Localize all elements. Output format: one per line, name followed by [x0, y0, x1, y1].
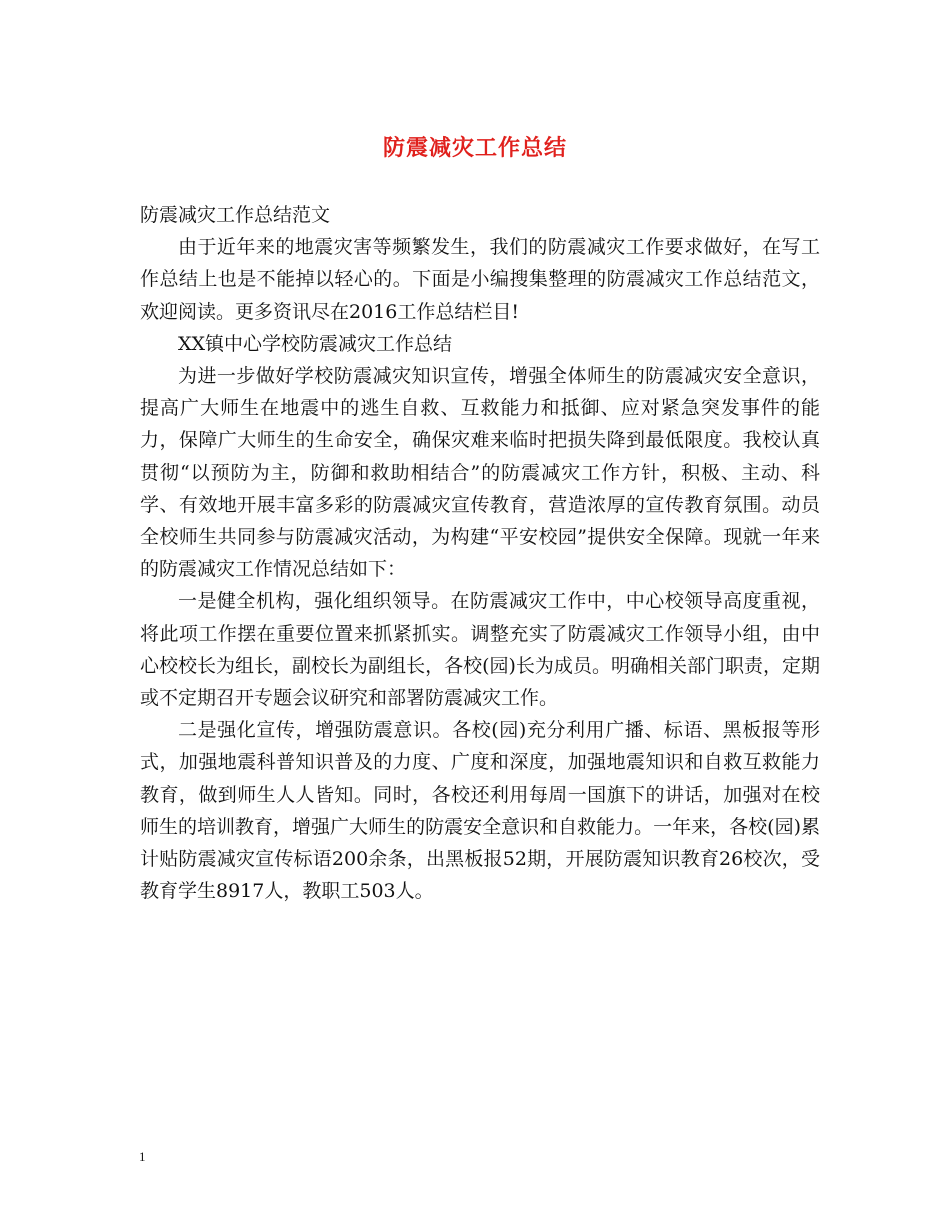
- paragraph-overview: 为进一步做好学校防震减灾知识宣传，增强全体师生的防震减灾安全意识，提高广大师生在地震中的逃生自救、互救能力和抵御、应对紧急突发事件的能力，保障广大师生的生命安全，确保灾难来临时把损失降到最低限度。我校认真贯彻“以预防为主，防御和救助相结合”的防震减灾工作方针，积极、主动、科学、有效地开展丰富多彩的防震减灾宣传教育，营造浓厚的宣传教育氛围。动员全校师生共同参与防震减灾活动，为构建“平安校园”提供安全保障。现就一年来的防震减灾工作情况总结如下：: [140, 365, 820, 581]
- document-title: 防震减灾工作总结: [382, 135, 567, 161]
- paragraph-subtitle: 防震减灾工作总结范文: [140, 204, 331, 226]
- document-body: [140, 199, 820, 907]
- page-number: 1: [139, 1149, 146, 1164]
- paragraph-publicity: 二是强化宣传，增强防震意识。各校(园)充分利用广播、标语、黑板报等形式，加强地震科普知识普及的力度、广度和深度，加强地震知识和自救互救能力教育，做到师生人人皆知。同时，各校还利用每周一国旗下的讲话，加强对在校师生的培训教育，增强广大师生的防震安全意识和自救能力。一年来，各校(园)累计贴防震减灾宣传标语200余条，出黑板报52期，开展防震知识教育26校次，受教育学生8917人，教职工503人。: [140, 719, 820, 903]
- paragraph-heading: XX镇中心学校防震减灾工作总结: [178, 332, 453, 355]
- paragraph-intro: 由于近年来的地震灾害等频繁发生，我们的防震减灾工作要求做好，在写工作总结上也是不能掉以轻心的。下面是小编搜集整理的防震减灾工作总结范文，欢迎阅读。更多资讯尽在2016工作总结栏目!: [140, 236, 820, 323]
- paragraph-organization: 一是健全机构，强化组织领导。在防震减灾工作中，中心校领导高度重视，将此项工作摆在重要位置来抓紧抓实。调整充实了防震减灾工作领导小组，由中心校校长为组长，副校长为副组长，各校(园)长为成员。明确相关部门职责，定期或不定期召开专题会议研究和部署防震减灾工作。: [140, 590, 820, 710]
